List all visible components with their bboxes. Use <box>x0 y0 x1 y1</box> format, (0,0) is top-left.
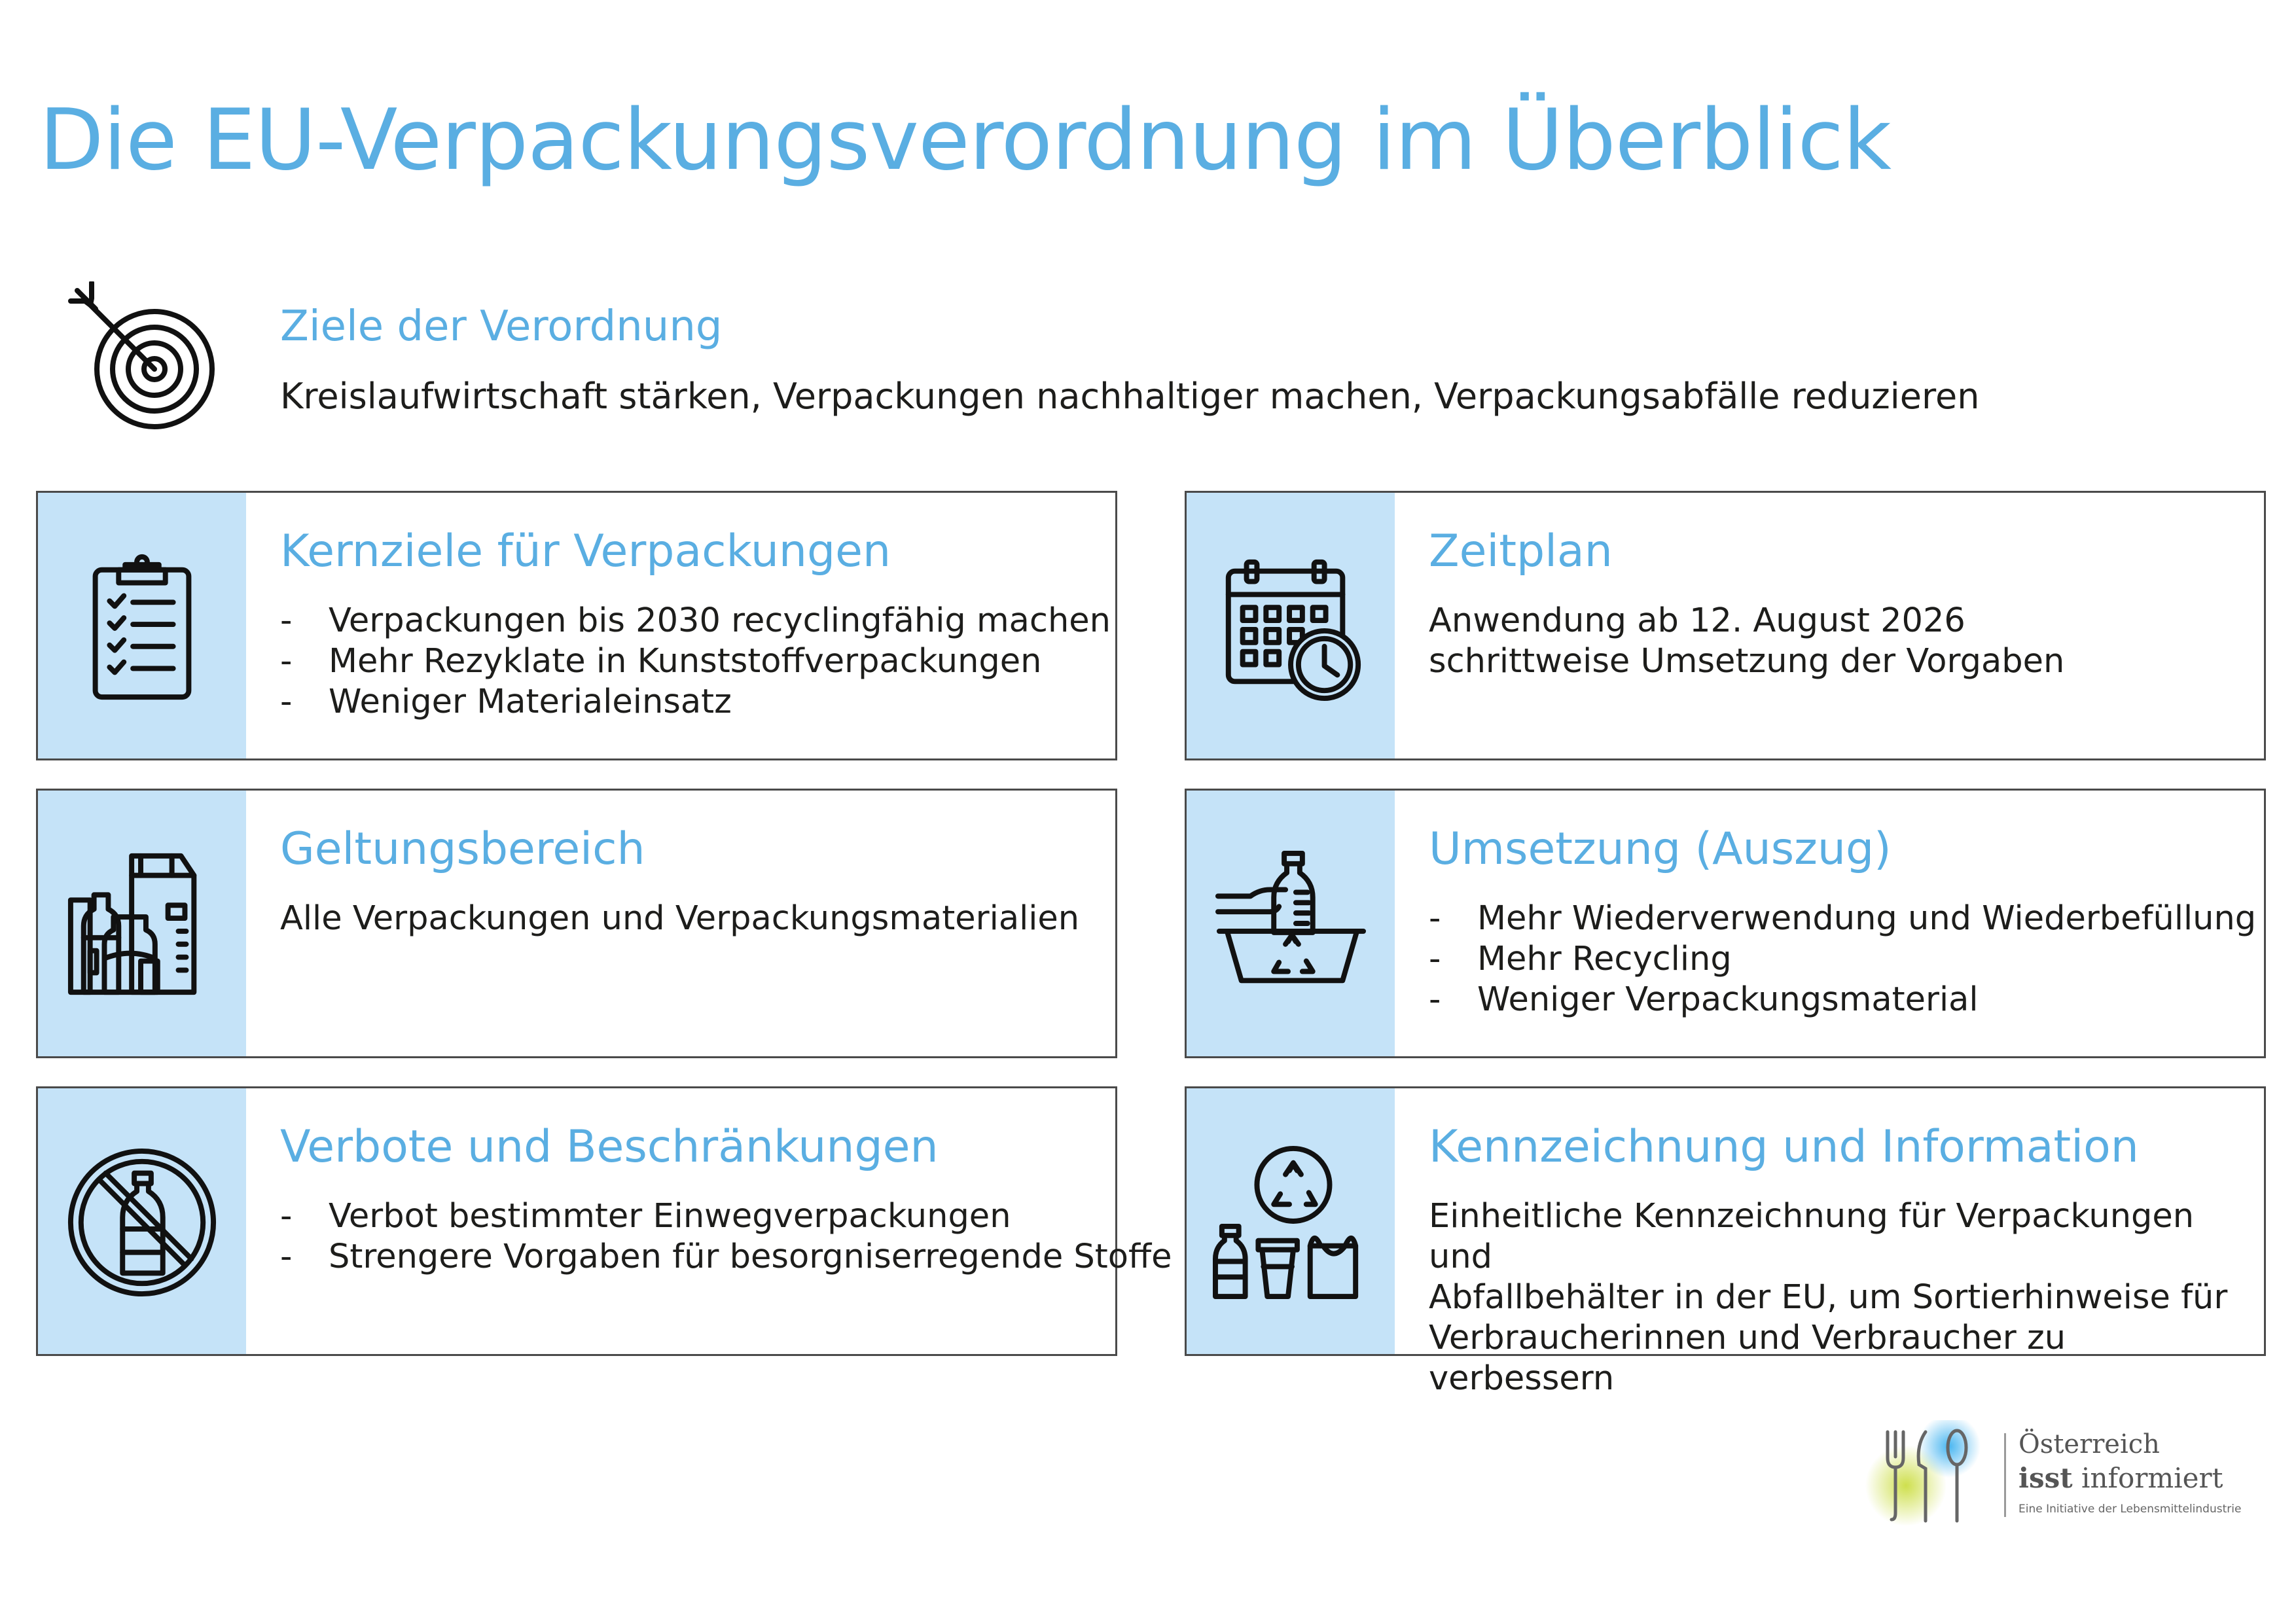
list-item: - Verbot bestimmter Einwegverpackungen <box>280 1196 1089 1237</box>
list-item: - Mehr Recycling <box>1429 939 2238 980</box>
list-item: - Weniger Materialeinsatz <box>280 682 1089 722</box>
card-text-line: Abfallbehälter in der EU, um Sortierhinweise für <box>1429 1278 2228 1317</box>
card-icon-band <box>38 493 246 758</box>
card-content <box>280 823 1089 939</box>
bottle-recycling-basket-icon <box>1213 847 1369 1003</box>
card-icon-band <box>38 791 246 1056</box>
target-icon <box>65 281 223 438</box>
card-content <box>1429 526 2238 682</box>
packaging-products-icon <box>64 847 220 1003</box>
logo-separator <box>2004 1433 2006 1517</box>
card-text-line: Einheitliche Kennzeichnung für Verpackungen und <box>1429 1197 2195 1276</box>
card-list <box>280 1196 1172 1277</box>
list-item: - Verpackungen bis 2030 recyclingfähig machen <box>280 601 1089 641</box>
card-content <box>280 1121 1172 1277</box>
card-text-line: Alle Verpackungen und Verpackungsmaterialien <box>280 899 1080 938</box>
card-icon-band <box>1187 791 1395 1056</box>
card-content <box>1429 1121 2238 1399</box>
card-list <box>280 601 1111 722</box>
logo-line2-rest: informiert <box>2072 1462 2223 1494</box>
goal-heading: Ziele der Verordnung <box>280 302 723 351</box>
list-item: - Mehr Wiederverwendung und Wiederbefüllung <box>1429 899 2238 939</box>
card-icon-band <box>1187 1088 1395 1354</box>
card-heading: Geltungsbereich <box>280 823 645 875</box>
card-kernziele <box>36 491 1117 760</box>
card-geltungsbereich <box>36 789 1117 1058</box>
card-list <box>1429 899 2257 1020</box>
card-heading: Kernziele für Verpackungen <box>280 526 891 577</box>
logo-line2 <box>2018 1462 2223 1494</box>
card-content <box>280 526 1111 722</box>
recycling-label-icon <box>1213 1145 1369 1300</box>
card-heading: Umsetzung (Auszug) <box>1429 823 1892 875</box>
card-text-line: Verbraucherinnen und Verbraucher zu verbessern <box>1429 1319 2066 1398</box>
card-content <box>1429 823 2257 1020</box>
card-icon-band <box>1187 493 1395 758</box>
card-heading: Zeitplan <box>1429 526 1613 577</box>
card-heading: Kennzeichnung und Information <box>1429 1121 2139 1173</box>
cutlery-logo-icon <box>1865 1420 1996 1531</box>
card-heading: Verbote und Beschränkungen <box>280 1121 939 1173</box>
no-bottle-icon <box>64 1145 220 1300</box>
card-text-line: schrittweise Umsetzung der Vorgaben <box>1429 642 2065 681</box>
logo-line2-bold: isst <box>2018 1462 2073 1494</box>
logo-line1: Österreich <box>2018 1429 2160 1459</box>
card-icon-band <box>38 1088 246 1354</box>
logo-oesterreich-isst-informiert <box>1865 1420 2271 1538</box>
card-zeitplan <box>1185 491 2266 760</box>
card-text-line: Anwendung ab 12. August 2026 <box>1429 601 1965 640</box>
logo-line3: Eine Initiative der Lebensmittelindustrie <box>2018 1503 2242 1516</box>
card-umsetzung <box>1185 789 2266 1058</box>
calendar-clock-icon <box>1213 549 1369 705</box>
list-item: - Mehr Rezyklate in Kunststoffverpackungen <box>280 641 1089 682</box>
goal-text: Kreislaufwirtschaft stärken, Verpackungen nachhaltiger machen, Verpackungsabfälle reduzieren <box>280 376 1980 417</box>
card-kennzeichnung <box>1185 1086 2266 1398</box>
card-verbote <box>36 1086 1172 1356</box>
list-item: - Strengere Vorgaben für besorgniserregende Stoffe <box>280 1237 1089 1277</box>
page-title: Die EU-Verpackungsverordnung im Überblick <box>39 92 1891 189</box>
list-item: - Weniger Verpackungsmaterial <box>1429 980 2238 1020</box>
clipboard-checklist-icon <box>64 549 220 705</box>
